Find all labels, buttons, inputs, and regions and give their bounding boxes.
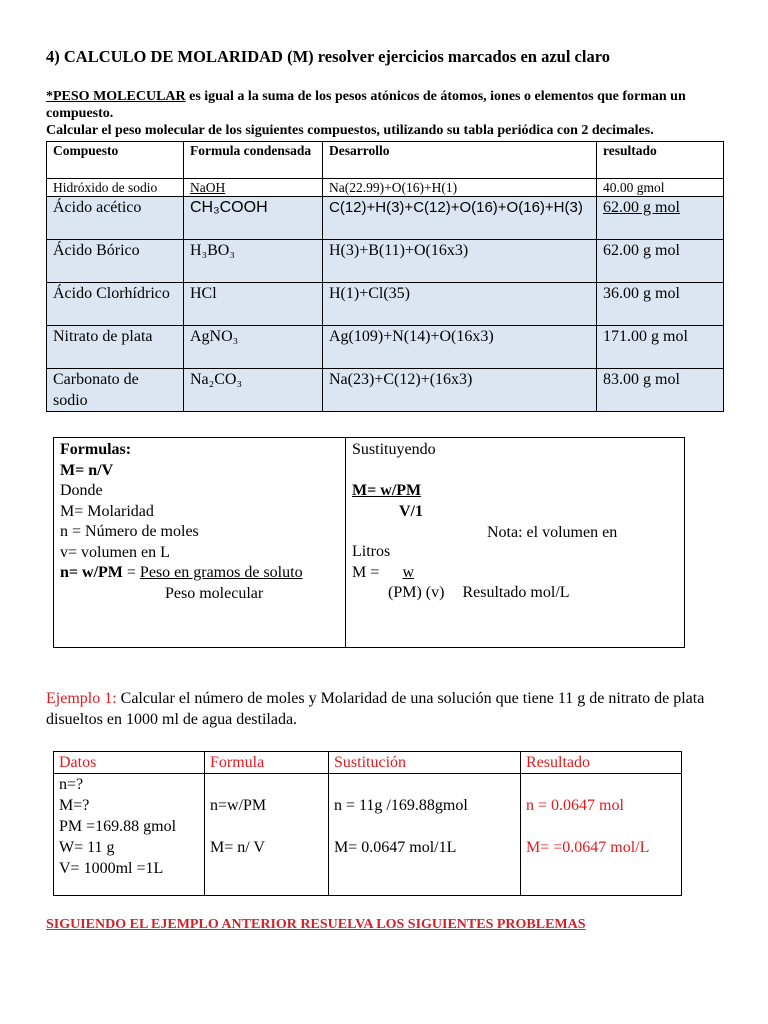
formula-n: n=w/PM [210,797,267,814]
moles-formula-eq: = [122,564,140,581]
dato-n: n=? [59,776,84,793]
example-text: Calcular el número de moles y Molaridad de una solución que tiene 11 g de nitrato de plata disueltos en 1000 ml de agua destilada. [46,690,705,728]
header-formula: Formula [205,752,329,774]
dato-w: W= 11 g [59,839,115,856]
dato-pm: PM =169.88 gmol [59,818,177,835]
cell-formula: AgNO₃ [184,326,323,369]
sustituyendo-heading: Sustituyendo [352,441,436,458]
formulas-box [53,437,685,648]
cell-compuesto: Ácido acético [47,197,184,240]
sustitucion-n: n = 11g /169.88gmol [334,797,468,814]
cell-formula: HCl [184,283,323,326]
table-row [47,369,724,412]
table-row [47,283,724,326]
sustitucion-m: M= 0.0647 mol/1L [334,839,457,856]
formulas-heading: Formulas: [60,441,132,458]
volume-note: Nota: el volumen en [487,524,618,541]
m-final-formula [352,563,684,584]
table-row [47,197,724,240]
resultado-m: M= =0.0647 mol/L [526,839,650,856]
result-units: Resultado mol/L [462,584,570,601]
formulas-left [54,438,346,647]
resultado-cell [521,774,682,896]
moles-formula [60,563,345,584]
cell-compuesto: Ácido Bórico [47,240,184,283]
datos-cell [54,774,205,896]
cell-desarrollo: Ag(109)+N(14)+O(16x3) [323,326,597,369]
cell-compuesto: Hidróxido de sodio [47,179,184,197]
cell-resultado: 40.00 gmol [597,179,724,197]
sustitucion-cell [329,774,521,896]
header-datos: Datos [54,752,205,774]
formula-cell [205,774,329,896]
donde-label: Donde [60,482,103,499]
n-definition: n = Número de moles [60,523,199,540]
m-substituted-denominator: V/1 [399,502,423,520]
intro-definition: es igual a la suma de los pesos atónicos de átomos, iones o elementos que forman un compuesto. [46,89,686,121]
v-definition: v= volumen en L [60,543,170,561]
molarity-formula: M= n/V [60,461,114,479]
table-row [47,326,724,369]
intro-term: *PESO MOLECULAR [46,89,186,104]
dato-m: M=? [59,797,90,814]
cell-desarrollo: Na(23)+C(12)+(16x3) [323,369,597,412]
m-final-denominator: (PM) (v) [388,584,445,601]
cell-resultado: 62.00 g mol [597,197,724,240]
intro-paragraph [46,88,736,139]
example-header-row [54,752,682,774]
header-desarrollo: Desarrollo [323,142,597,179]
m-final-lhs: M = [352,563,380,581]
example-label: Ejemplo 1: [46,690,117,707]
cell-desarrollo: H(3)+B(11)+O(16x3) [323,240,597,283]
table-row [47,179,724,197]
dato-v: V= 1000ml =1L [59,860,164,877]
cell-resultado: 171.00 g mol [597,326,724,369]
header-compuesto: Compuesto [47,142,184,179]
compound-table [46,141,724,412]
header-resultado: Resultado [521,752,682,774]
cell-formula: NaOH [184,179,323,197]
m-definition: M= Molaridad [60,502,154,520]
cell-formula: Na₂CO₃ [184,369,323,412]
cell-compuesto: Nitrato de plata [47,326,184,369]
formulas-right [346,438,684,647]
header-formula: Formula condensada [184,142,323,179]
cell-desarrollo: C(12)+H(3)+C(12)+O(16)+O(16)+H(3) [323,197,597,240]
resultado-n: n = 0.0647 mol [526,797,624,814]
cell-formula: H₃BO₃ [184,240,323,283]
table-row [47,240,724,283]
example-table [53,751,682,896]
volume-note-unit: Litros [352,543,391,560]
m-final-row [352,583,684,604]
intro-instruction: Calcular el peso molecular de los siguientes compuestos, utilizando su tabla periódica con 2 decimales. [46,123,654,138]
cell-formula: CH₃COOH [184,197,323,240]
header-sustitucion: Sustitución [329,752,521,774]
m-substituted-numerator: M= w/PM [352,482,422,499]
header-resultado: resultado [597,142,724,179]
cell-resultado: 83.00 g mol [597,369,724,412]
example-body-row [54,774,682,896]
formula-m: M= n/ V [210,839,265,856]
final-instruction: SIGUIENDO EL EJEMPLO ANTERIOR RESUELVA LOS SIGUIENTES PROBLEMAS [46,917,586,932]
moles-numerator: Peso en gramos de soluto [139,564,303,581]
compound-header-row [47,142,724,179]
cell-compuesto: Carbonato de sodio [47,369,184,412]
moles-formula-lhs: n= w/PM [60,564,123,581]
example-paragraph [46,688,736,730]
page-title: 4) CALCULO DE MOLARIDAD (M) resolver ejercicios marcados en azul claro [46,47,610,66]
cell-resultado: 62.00 g mol [597,240,724,283]
cell-desarrollo: H(1)+Cl(35) [323,283,597,326]
m-final-numerator: w [402,563,415,581]
cell-resultado: 36.00 g mol [597,283,724,326]
cell-desarrollo: Na(22.99)+O(16)+H(1) [323,179,597,197]
cell-compuesto: Ácido Clorhídrico [47,283,184,326]
moles-denominator: Peso molecular [165,584,264,602]
